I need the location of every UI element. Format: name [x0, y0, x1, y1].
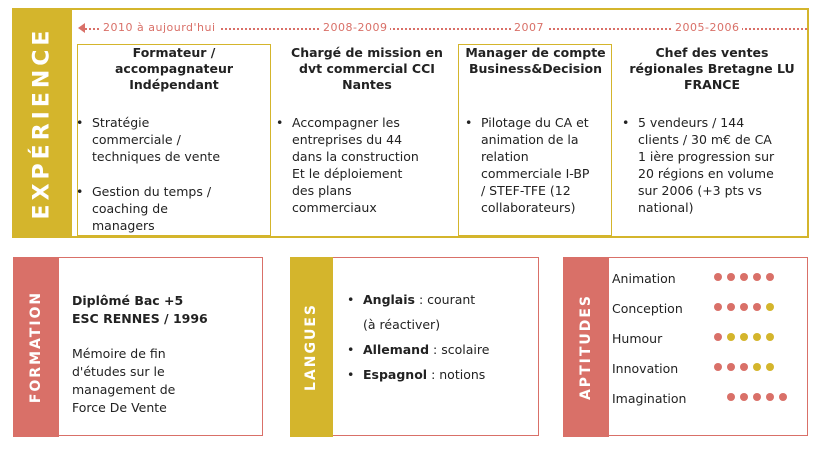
langues-title: LANGUES [303, 303, 319, 391]
job-title-line: Chef des ventes [655, 45, 769, 60]
rating-dot-icon [766, 393, 774, 401]
language-item [347, 362, 489, 387]
bullet-line: clients / 30 m€ de CA [638, 132, 772, 147]
aptitude-rating [714, 273, 779, 283]
aptitude-label: Imagination [612, 391, 687, 406]
formation-degree [72, 292, 208, 328]
language-name: Espagnol [363, 367, 428, 382]
bullet-line: / STEF-TFE (12 [481, 183, 571, 198]
timeline-date: 2007 [511, 21, 547, 35]
language-item [347, 337, 489, 362]
rating-dot-icon [740, 393, 748, 401]
rating-dot-icon [727, 333, 735, 341]
bullet-line: animation de la [481, 132, 579, 147]
rating-dot-icon [727, 393, 735, 401]
rating-dot-icon [740, 363, 748, 371]
bullet-line: dans la construction [292, 149, 419, 164]
language-name: Anglais [363, 292, 415, 307]
aptitude-label: Animation [612, 271, 676, 286]
rating-dot-icon [740, 273, 748, 281]
bullet-line: relation [481, 149, 529, 164]
rating-dot-icon [766, 273, 774, 281]
memo-line: Force De Vente [72, 400, 167, 415]
aptitude-label: Humour [612, 331, 663, 346]
rating-dot-icon [753, 393, 761, 401]
aptitude-rating [714, 333, 779, 343]
job-bullet [76, 114, 266, 165]
timeline-date: 2010 à aujourd'hui [100, 21, 219, 35]
rating-dot-icon [714, 333, 722, 341]
aptitude-rating [714, 303, 779, 313]
bullet-line: collaborateurs) [481, 200, 576, 215]
rating-dot-icon [766, 333, 774, 341]
degree-line: Diplômé Bac +5 [72, 293, 184, 308]
experience-section [12, 8, 809, 238]
bullet-line: • Pilotage du CA et [481, 115, 589, 130]
langues-tab [290, 257, 333, 437]
timeline-date: 2008-2009 [320, 21, 390, 35]
aptitudes-title: APTITUDES [578, 293, 594, 401]
job-bullets [465, 114, 611, 234]
formation-memo [72, 345, 175, 417]
job-title-line: Nantes [342, 77, 392, 92]
job-title-line: Indépendant [129, 77, 219, 92]
langues-list [347, 287, 489, 387]
aptitude-label: Innovation [612, 361, 679, 376]
job-bullet [465, 114, 611, 216]
rating-dot-icon [714, 273, 722, 281]
bullet-line: • 5 vendeurs / 144 [638, 115, 745, 130]
bullet-line: commerciale I-BP [481, 166, 590, 181]
memo-line: management de [72, 382, 176, 397]
experience-title: EXPÉRIENCE [29, 26, 55, 220]
bullet-line: 1 ière progression sur [638, 149, 775, 164]
bullet-line: techniques de vente [92, 149, 221, 164]
job-title-line: régionales Bretagne LU [629, 61, 795, 76]
degree-line: ESC RENNES / 1996 [72, 311, 208, 326]
rating-dot-icon [753, 273, 761, 281]
bullet-line: des plans [292, 183, 352, 198]
memo-line: Mémoire de fin [72, 346, 166, 361]
language-level: (à réactiver) [363, 317, 441, 332]
job-bullet [276, 114, 462, 216]
job-bullet [622, 114, 807, 216]
bullet-line: entreprises du 44 [292, 132, 403, 147]
job-title [77, 45, 271, 93]
language-level: : scolaire [429, 342, 490, 357]
bullet-line: • Gestion du temps / [92, 184, 212, 199]
job-title [274, 45, 460, 93]
rating-dot-icon [766, 363, 774, 371]
rating-dot-icon [727, 363, 735, 371]
bullet-line: managers [92, 218, 155, 233]
bullet-line: coaching de [92, 201, 168, 216]
aptitude-rating [727, 393, 792, 403]
memo-line: d'études sur le [72, 364, 165, 379]
bullet-line: Et le déploiement [292, 166, 403, 181]
job-title [458, 45, 613, 77]
bullet-line: sur 2006 (+3 pts vs [638, 183, 762, 198]
job-bullet [76, 183, 266, 234]
language-level: : courant [414, 292, 476, 307]
language-name: Allemand [363, 342, 430, 357]
language-item [347, 287, 489, 312]
language-note [347, 312, 489, 337]
rating-dot-icon [779, 393, 787, 401]
rating-dot-icon [766, 303, 774, 311]
bullet-line: 20 régions en volume [638, 166, 774, 181]
experience-tab [12, 8, 72, 238]
job-title-line: Business&Decision [468, 61, 603, 76]
job-title-line: Chargé de mission en [291, 45, 443, 60]
timeline-date: 2005-2006 [672, 21, 742, 35]
job-bullets [276, 114, 462, 234]
bullet-line: commerciaux [292, 200, 377, 215]
rating-dot-icon [740, 303, 748, 311]
job-title-line: FRANCE [683, 77, 740, 92]
job-title-line: accompagnateur [114, 61, 234, 76]
rating-dot-icon [727, 303, 735, 311]
bullet-line: • Stratégie [92, 115, 150, 130]
formation-title: FORMATION [28, 290, 44, 404]
rating-dot-icon [753, 363, 761, 371]
aptitudes-tab [563, 257, 609, 437]
bullet-line: commerciale / [92, 132, 181, 147]
formation-tab [13, 257, 59, 437]
bullet-line: • Accompagner les [292, 115, 400, 130]
rating-dot-icon [727, 273, 735, 281]
language-level: : notions [427, 367, 486, 382]
aptitude-rating [714, 363, 779, 373]
job-bullets [76, 114, 266, 252]
job-title-line: Formateur / [132, 45, 216, 60]
rating-dot-icon [740, 333, 748, 341]
job-title-line: Manager de compte [465, 45, 606, 60]
aptitude-label: Conception [612, 301, 683, 316]
rating-dot-icon [714, 363, 722, 371]
rating-dot-icon [753, 333, 761, 341]
job-bullets [622, 114, 807, 234]
job-title [617, 45, 807, 93]
bullet-line: national) [638, 200, 694, 215]
rating-dot-icon [714, 303, 722, 311]
job-title-line: dvt commercial CCI [299, 61, 435, 76]
rating-dot-icon [753, 303, 761, 311]
